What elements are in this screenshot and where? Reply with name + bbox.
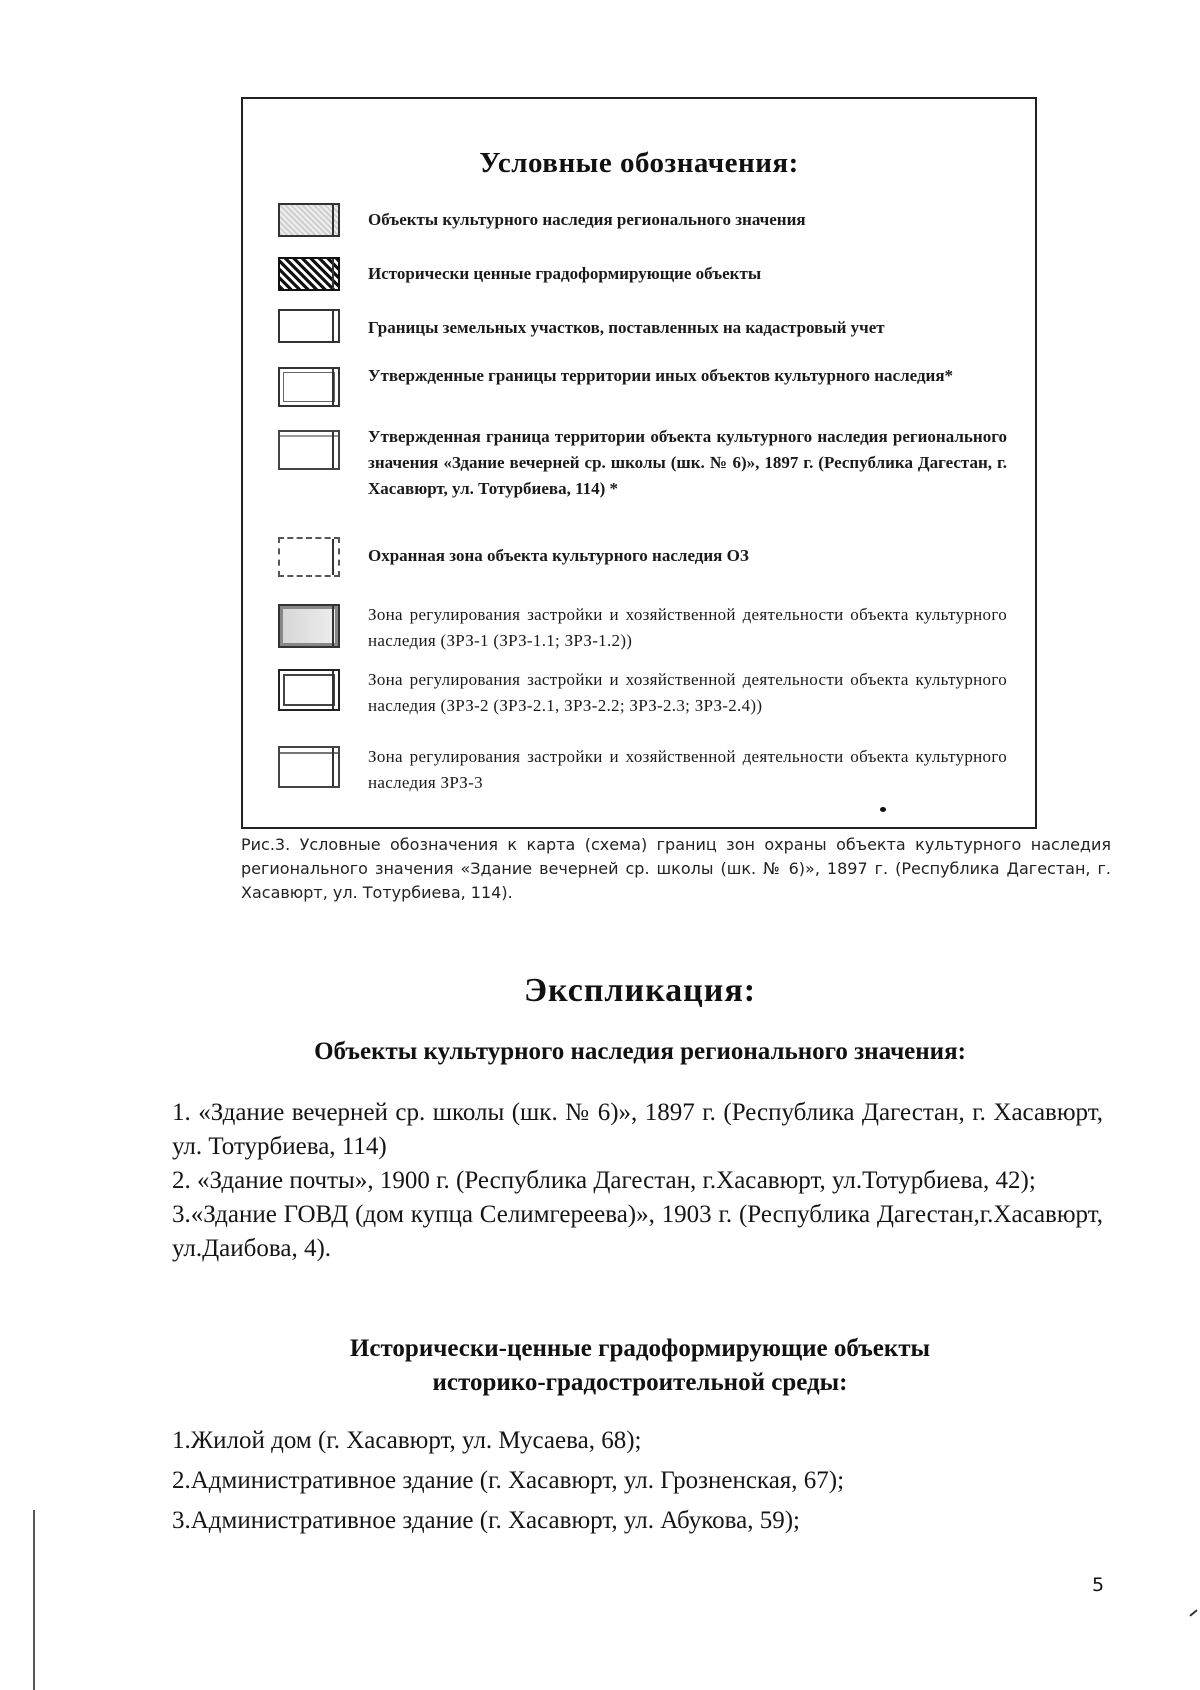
section2-title (0, 1332, 1200, 1400)
protection-zone-icon (278, 537, 340, 577)
legend-item-label: Зона регулирования застройки и хозяйственной деятельности объекта культурного наследия ЗРЗ-3 (368, 747, 1007, 792)
list-item: 3.«Здание ГОВД (дом купца Селимгереева)», 1903 г. (Республика Дагестан,г.Хасавюрт, ул.Даибова, 4). (172, 1201, 1103, 1262)
legend-box (241, 97, 1037, 829)
zrz3-zone-icon (278, 746, 340, 788)
zrz2-zone-icon (278, 669, 340, 711)
hatched-dark-area-icon (278, 257, 340, 291)
hatched-light-area-icon (278, 203, 340, 237)
scan-margin-line (33, 1510, 35, 1690)
legend-item-label: Утвержденные границы территории иных объектов культурного наследия* (368, 366, 954, 385)
scan-mark (1189, 1609, 1197, 1616)
plain-boundary-icon (278, 309, 340, 343)
double-boundary-icon (278, 367, 340, 407)
list-item: 2. «Здание почты», 1900 г. (Республика Дагестан, г.Хасавюрт, ул.Тотурбиева, 42); (172, 1167, 1036, 1194)
section1-list (172, 1096, 1103, 1266)
section2-title-line1: Исторически-ценные градоформирующие объекты (349, 1335, 931, 1362)
list-item: 2.Административное здание (г. Хасавюрт, ул. Грозненская, 67); (172, 1467, 845, 1494)
legend-title: Условные обозначения: (479, 147, 799, 179)
list-item: 3.Административное здание (г. Хасавюрт, ул. Абукова, 59); (172, 1507, 800, 1534)
figure-caption: Рис.3. Условные обозначения к карта (схема) границ зон охраны объекта культурного наследия регионального значения «Здание вечерней ср. школы (шк. № 6)», 1897 г. (Республика Дагестан, г. Хасавюрт, ул. Тотурбиева, 114). (241, 835, 1111, 902)
territory-boundary-icon (278, 430, 340, 470)
list-item: 1.Жилой дом (г. Хасавюрт, ул. Мусаева, 68); (172, 1427, 642, 1454)
legend-item-label: Границы земельных участков, поставленных на кадастровый учет (368, 318, 885, 337)
list-item: 1. «Здание вечерней ср. школы (шк. № 6)», 1897 г. (Республика Дагестан, г. Хасавюрт, ул. Тотурбиева, 114) (172, 1099, 1103, 1160)
page-number: 5 (1092, 1574, 1105, 1596)
legend-item-label: Объекты культурного наследия регионального значения (368, 210, 806, 229)
legend-item-label: Зона регулирования застройки и хозяйственной деятельности объекта культурного наследия (ЗРЗ-2 (ЗРЗ-2.1, ЗРЗ-2.2; ЗРЗ-2.3; ЗРЗ-2.4)) (368, 670, 1007, 715)
legend-item-label: Зона регулирования застройки и хозяйственной деятельности объекта культурного наследия (ЗРЗ-1 (ЗРЗ-1.1; ЗРЗ-1.2)) (368, 605, 1007, 650)
section2-list (172, 1424, 1103, 1544)
legend-item-label: Утвержденная граница территории объекта культурного наследия регионального значения «Здание вечерней ср. школы (шк. № 6)», 1897 г. (Республика Дагестан, г. Хасавюрт, ул. Тотурбиева, 114) * (368, 427, 1007, 498)
zrz1-zone-icon (278, 604, 340, 648)
legend-item-label: Охранная зона объекта культурного наследия ОЗ (368, 546, 749, 565)
explication-title: Экспликация: (523, 972, 757, 1009)
stray-dot-mark (880, 807, 886, 812)
section2-title-line2: историко-градостроительной среды: (432, 1369, 848, 1396)
legend-item-label: Исторически ценные градоформирующие объекты (368, 264, 762, 283)
section1-title: Объекты культурного наследия регионального значения: (314, 1038, 966, 1065)
